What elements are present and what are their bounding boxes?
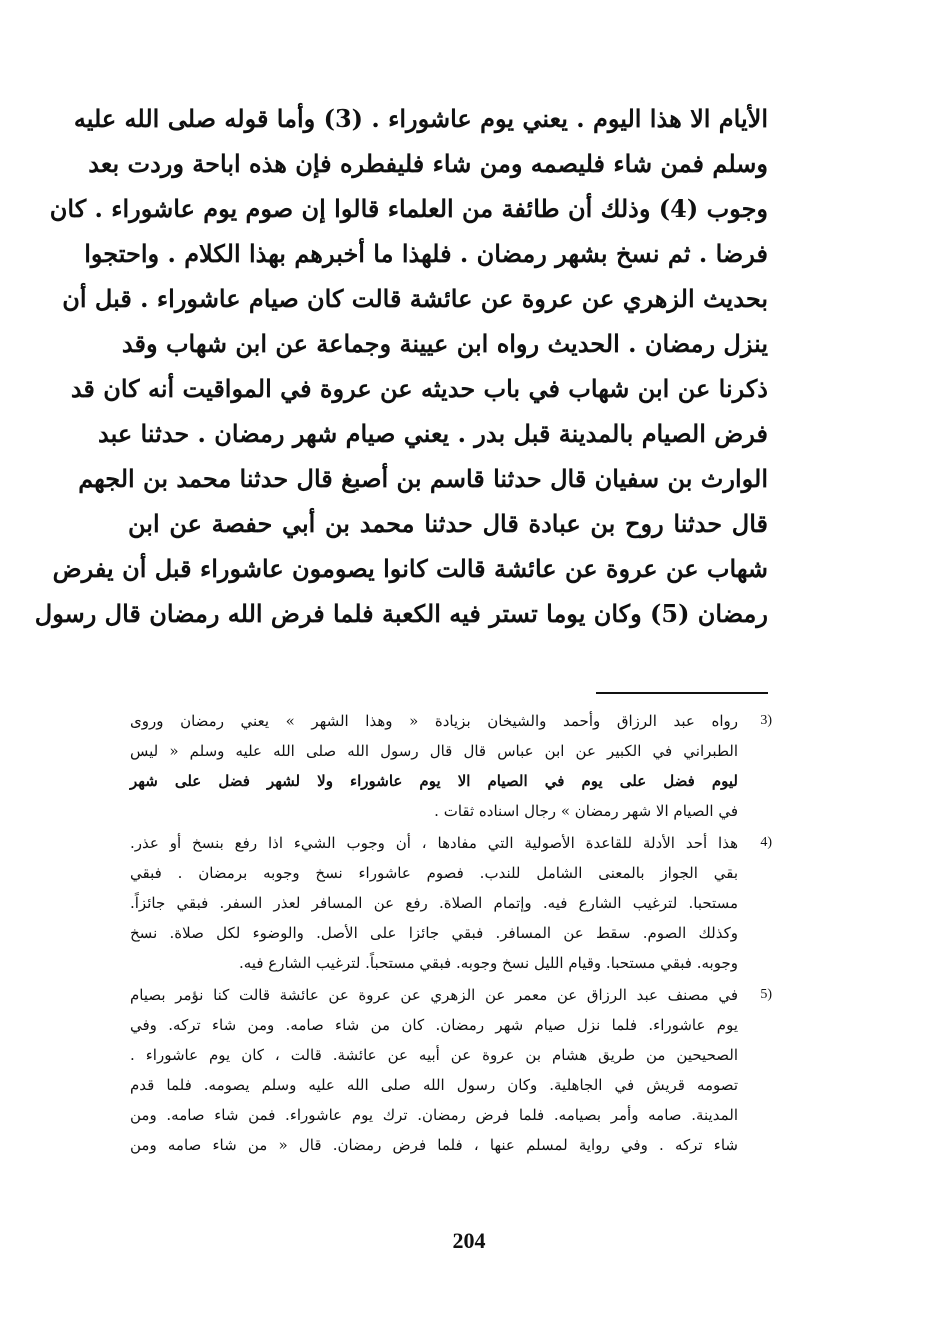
body-line: شهاب عن عروة عن عائشة قالت كانوا يصومون عاشوراء قبل أن يفرض — [52, 554, 768, 583]
body-line: فرضا . ثم نسخ بشهر رمضان . فلهذا ما أخبرهم بهذا الكلام . واحتجوا — [84, 239, 768, 268]
footnote-line: رواه عبد الرزاق وأحمد والشيخان بزيادة « وهذا الشهر » يعني رمضان وروى — [130, 712, 738, 730]
footnote-line: وكذلك الصوم. سقط عن المسافر. فبقي جائزا على الأصل. والوضوء لكل صلاة. نسخ — [130, 924, 738, 942]
footnote-line: تصومه قريش في الجاهلية. وكان رسول الله صلى الله عليه وسلم يصومه. فلما قدم — [130, 1076, 738, 1094]
body-line: الوارث بن سفيان قال حدثنا قاسم بن أصبغ قال حدثنا محمد بن الجهم — [78, 464, 768, 493]
footnote-line: المدينة. صامه وأمر بصيامه. فلما فرض رمضان. ترك يوم عاشوراء. فمن شاء صامه. ومن — [130, 1106, 738, 1124]
footnote-5 — [130, 980, 770, 1160]
footnote-4 — [130, 828, 770, 978]
footnote-line: يوم عاشوراء. فلما نزل صيام شهر رمضان. كان من شاء صامه. ومن شاء تركه. وفي — [130, 1016, 738, 1034]
body-line: وجوب (4) وذلك أن طائفة من العلماء قالوا إن صوم يوم عاشوراء . كان — [49, 194, 768, 223]
footnote-line: مستحبا. لترغيب الشارع فيه. وإتمام الصلاة. رفع عن المسافر لعذر السفر. فبقي جائزاً. — [130, 894, 738, 912]
body-line: بحديث الزهري عن عروة عن عائشة قالت كان صيام عاشوراء . قبل أن — [62, 284, 768, 313]
body-line: ينزل رمضان . الحديث رواه ابن عيينة وجماعة عن ابن شهاب وقد — [121, 329, 768, 358]
footnote-number: 4) — [760, 835, 772, 850]
footnote-line: هذا أحد الأدلة للقاعدة الأصولية التي مفادها ، أن وجوب الشيء اذا رفع بنسخ أو عذر. — [130, 834, 738, 852]
footnote-line: الطبراني في الكبير عن ابن عباس قال قال رسول الله صلى الله عليه وسلم « ليس — [130, 742, 738, 760]
body-line: فرض الصيام بالمدينة قبل بدر . يعني صيام شهر رمضان . حدثنا عبد — [98, 419, 768, 448]
footnote-line: بقي الجواز بالمعنى الشامل للندب. فصوم عاشوراء نسخ وجوبه برمضان . فبقي — [130, 864, 738, 882]
footnote-line: في الصيام الا شهر رمضان » رجال اسناده ثقات . — [434, 802, 738, 820]
footnote-line: شاء تركه . وفي رواية لمسلم عنها ، فلما فرض رمضان. قال « من شاء صامه ومن — [130, 1136, 738, 1154]
footnote-line: ليوم فضل على يوم في الصيام الا يوم عاشوراء ولا لشهر فضل على شهر — [130, 772, 738, 790]
footnotes-section — [130, 706, 770, 1162]
body-line: وسلم فمن شاء فليصمه ومن شاء فليفطره فإن هذه اباحة وردت بعد — [88, 149, 768, 178]
footnote-number: 5) — [760, 987, 772, 1002]
body-line: ذكرنا عن ابن شهاب في باب حديثه عن عروة في المواقيت أنه كان قد — [70, 374, 768, 403]
body-line: الأيام الا هذا اليوم . يعني يوم عاشوراء . (3) وأما قوله صلى الله عليه — [73, 104, 768, 133]
footnote-line: وجوبه. فبقي مستحبا. وقيام الليل نسخ وجوبه. فبقي مستحباً. لترغيب الشارع فيه. — [239, 954, 738, 972]
footnote-3 — [130, 706, 770, 826]
footnote-line: الصحيحين من طريق هشام بن عروة عن أبيه عن عائشة. قالت ، كان يوم عاشوراء . — [130, 1046, 738, 1064]
footnote-divider — [596, 692, 768, 694]
body-line: قال حدثنا روح بن عبادة قال حدثنا محمد بن أبي حفصة عن ابن — [128, 509, 768, 538]
footnote-number: 3) — [760, 713, 772, 728]
footnote-line: في مصنف عبد الرزاق عن معمر عن الزهري عن عروة عن عائشة قالت كنا نؤمر بصيام — [130, 986, 738, 1004]
page-number: 204 — [452, 1228, 486, 1253]
body-line: رمضان (5) وكان يوما تستر فيه الكعبة فلما فرض الله رمضان قال رسول — [34, 599, 768, 628]
main-text-block — [34, 96, 768, 636]
